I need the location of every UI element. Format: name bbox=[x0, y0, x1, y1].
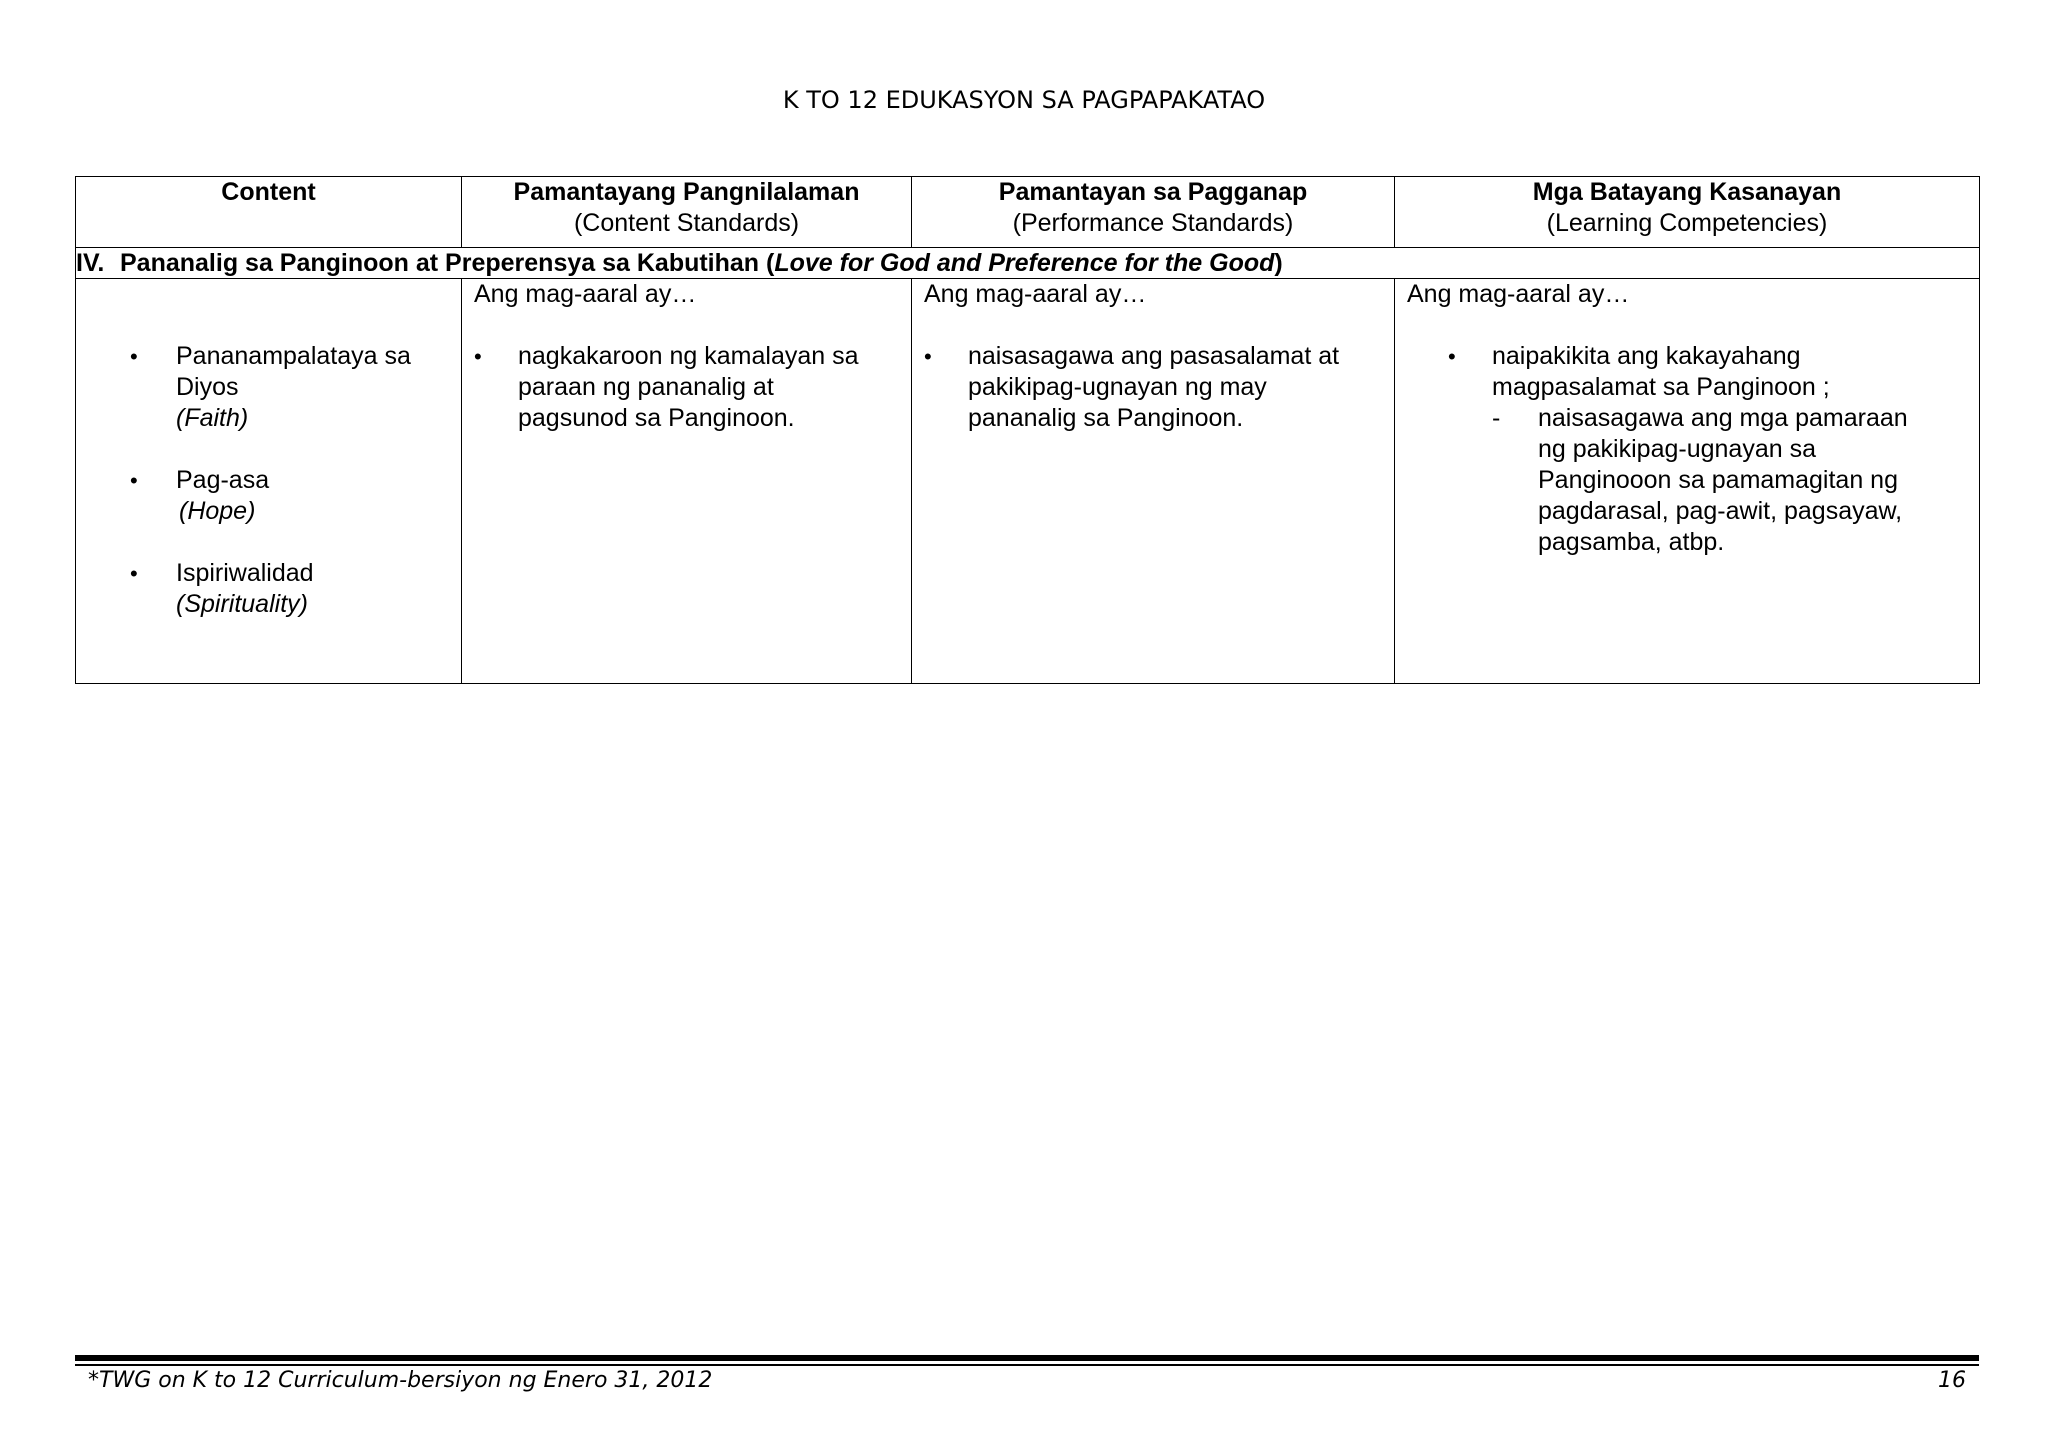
header-content-label: Content bbox=[221, 178, 316, 206]
header-performance-standards bbox=[912, 177, 1395, 248]
header-content bbox=[76, 177, 462, 248]
header-content-standards-sub: (Content Standards) bbox=[573, 209, 800, 237]
intro-text: Ang mag-aaral ay… bbox=[474, 280, 697, 308]
content-item-line1: Pag-asa bbox=[176, 466, 270, 494]
intro-text: Ang mag-aaral ay… bbox=[1407, 280, 1630, 308]
content-standard-line: nagkakaroon ng kamalayan sa bbox=[518, 342, 859, 370]
bullet-icon: • bbox=[130, 344, 138, 369]
competency-line: naipakikita ang kakayahang bbox=[1492, 342, 1801, 370]
footer-note: *TWG on K to 12 Curriculum-bersiyon ng Enero 31, 2012 bbox=[88, 1368, 713, 1393]
bullet-icon: • bbox=[130, 468, 138, 493]
section-title-start: Pananalig sa Panginoon at Preperensya sa Kabutihan ( bbox=[120, 249, 775, 277]
content-standard-line: paraan ng pananalig at bbox=[518, 373, 774, 401]
competency-sub-line: pagsamba, atbp. bbox=[1538, 528, 1725, 556]
page-number: 16 bbox=[1938, 1368, 1966, 1393]
performance-standard-line: pananalig sa Panginoon. bbox=[968, 404, 1244, 432]
header-performance-standards-label: Pamantayan sa Pagganap bbox=[998, 178, 1308, 206]
competency-sub-line: ng pakikipag-ugnayan sa bbox=[1538, 435, 1816, 463]
header-content-standards-label: Pamantayang Pangnilalaman bbox=[513, 178, 860, 206]
body-row bbox=[76, 279, 1980, 684]
performance-standards-cell bbox=[912, 279, 1395, 684]
content-item-english: (Hope) bbox=[179, 497, 256, 525]
content-list bbox=[76, 341, 461, 620]
content-item-english: (Faith) bbox=[176, 404, 249, 432]
performance-standard-line: naisasagawa ang pasasalamat at bbox=[968, 342, 1340, 370]
section-title-italic: Love for God and Preference for the Good bbox=[774, 249, 1275, 277]
list-item bbox=[76, 558, 461, 620]
content-standards-cell bbox=[462, 279, 912, 684]
intro-text: Ang mag-aaral ay… bbox=[924, 280, 1147, 308]
section-heading bbox=[76, 248, 1980, 279]
list-item bbox=[1395, 403, 1979, 558]
list-item bbox=[912, 341, 1394, 434]
competency-sub-line: naisasagawa ang mga pamaraan bbox=[1538, 404, 1908, 432]
curriculum-table bbox=[75, 176, 1980, 684]
learning-competencies-cell bbox=[1395, 279, 1980, 684]
competency-sub-line: pagdarasal, pag-awit, pagsayaw, bbox=[1538, 497, 1903, 525]
content-item-line1: Pananampalataya sa bbox=[176, 342, 411, 370]
section-title-end: ) bbox=[1274, 249, 1283, 277]
list-item bbox=[462, 341, 911, 434]
footer-divider-thick bbox=[75, 1355, 1979, 1361]
content-item-line1: Ispiriwalidad bbox=[176, 559, 314, 587]
header-learning-competencies-sub: (Learning Competencies) bbox=[1546, 209, 1828, 237]
bullet-icon: • bbox=[924, 344, 932, 369]
bullet-icon: • bbox=[1448, 344, 1456, 369]
content-cell bbox=[76, 279, 462, 684]
section-numeral: IV. bbox=[76, 249, 105, 277]
list-item bbox=[76, 465, 461, 527]
list-item bbox=[1395, 341, 1979, 403]
bullet-icon: • bbox=[474, 344, 482, 369]
list-item bbox=[76, 341, 461, 434]
content-standard-line: pagsunod sa Panginoon. bbox=[518, 404, 795, 432]
header-performance-standards-sub: (Performance Standards) bbox=[1012, 209, 1294, 237]
header-learning-competencies bbox=[1395, 177, 1980, 248]
performance-standard-line: pakikipag-ugnayan ng may bbox=[968, 373, 1267, 401]
section-row bbox=[76, 248, 1980, 279]
header-content-standards bbox=[462, 177, 912, 248]
content-item-line2: Diyos bbox=[176, 373, 239, 401]
content-item-english: (Spirituality) bbox=[176, 590, 308, 618]
dash-icon: - bbox=[1492, 404, 1501, 432]
bullet-icon: • bbox=[130, 561, 138, 586]
header-learning-competencies-label: Mga Batayang Kasanayan bbox=[1532, 178, 1842, 206]
header-row bbox=[76, 177, 1980, 248]
competency-line: magpasalamat sa Panginoon ; bbox=[1492, 373, 1830, 401]
competency-sub-line: Panginooon sa pamamagitan ng bbox=[1538, 466, 1898, 494]
document-title: K TO 12 EDUKASYON SA PAGPAPAKATAO bbox=[782, 86, 1266, 114]
footer-divider-thin bbox=[75, 1364, 1979, 1366]
